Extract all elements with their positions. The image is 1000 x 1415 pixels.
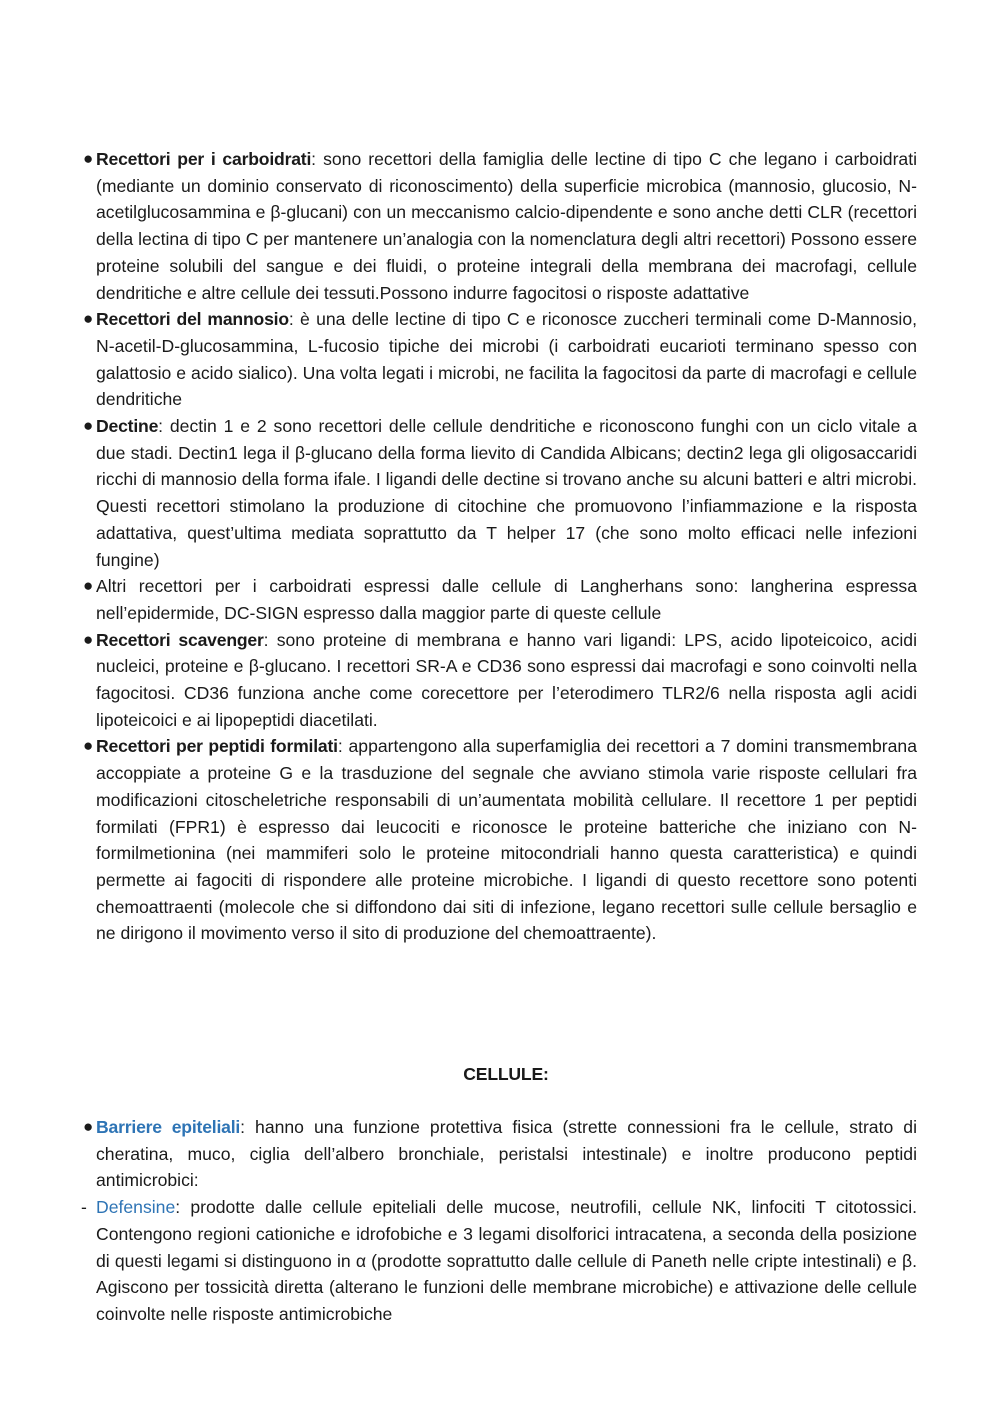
item-text: Altri recettori per i carboidrati espressi dalle cellule di Langherhans sono: langherina espressa nell’epidermide, DC-SIGN espresso dalla maggior parte di queste cellule [96, 576, 917, 623]
item-text: : dectin 1 e 2 sono recettori delle cellule dendritiche e riconoscono funghi con un ciclo vitale a due stadi. Dectin1 lega il β-glucano della forma lievito di Candida Albicans; dectin2 lega gli oligosaccaridi ricchi di mannosio della forma ifale. I ligandi delle dectine si trovano anche su alcuni batteri e altri microbi. Questi recettori stimolano la produzione di citochine che promuovono l’infiammazione e la risposta adattativa, quest’ultima mediata soprattutto da T helper 17 (che sono molto efficaci nelle infezioni fungine) [96, 416, 917, 570]
item-term: Recettori per peptidi formilati [96, 736, 338, 757]
item-text: : appartengono alla superfamiglia dei recettori a 7 domini transmembrana accoppiate a proteine G e la trasduzione del segnale che avviano stimola varie risposte cellulari fra modificazioni citoscheletriche responsabili di un’aumentata mobilità cellulare. Il recettore 1 per peptidi formilati (FPR1) è espresso dai leucociti e riconosce le proteine batteriche che iniziano con N-formilmetionina (nei mammiferi solo le proteine mitocondriali hanno questa caratteristica) e quindi permette ai fagociti di rispondere alle proteine microbiche. I ligandi di questo recettore sono potenti chemoattraenti (molecole che si diffondono dai siti di infezione, legano recettori sulle cellule bersaglio e ne dirigono il movimento verso il sito di produzione del chemoattraente). [96, 736, 917, 944]
list-item [83, 573, 917, 626]
bullet-icon: ● [83, 576, 94, 596]
item-text: : sono recettori della famiglia delle lectine di tipo C che legano i carboidrati (mediante un dominio conservato di riconoscimento) della superficie microbica (mannosio, glucosio, N-acetilglucosammina e β-glucani) con un meccanismo calcio-dipendente e sono anche detti CLR (recettori della lectina di tipo C per mantenere un’analogia con la nomenclatura degli altri recettori) Possono essere proteine solubili del sangue e dei fluidi, o proteine integrali della membrana dei macrofagi, cellule dendritiche e altre cellule dei tessuti.Possono indurre fagocitosi o risposte adattative [96, 149, 918, 303]
list-item [83, 627, 917, 734]
item-text: : prodotte dalle cellule epiteliali delle mucose, neutrofili, cellule NK, linfociti T citotossici. Contengono regioni cationiche e idrofobiche e 3 legami disolforici intracatena, a seconda della posizione di questi legami si distinguono in α (prodotte soprattutto dalle cellule di Paneth nelle cripte intestinali) e β. Agiscono per tossicità diretta (alterano le funzioni delle membrane microbiche) e attivazione delle cellule coinvolte nelle risposte antimicrobiche [96, 1197, 917, 1324]
bullet-icon: ● [83, 1117, 94, 1136]
bullet-icon: ● [83, 629, 94, 649]
section-heading: CELLULE: [463, 1064, 549, 1084]
cells-list [83, 1114, 917, 1328]
item-term: Defensine [96, 1197, 176, 1218]
bullet-icon: ● [83, 309, 94, 329]
item-text: : è una delle lectine di tipo C e riconosce zuccheri terminali come D-Mannosio, N-acetil-D-glucosammina, L-fucosio tipiche dei microbi (i carboidrati eucarioti terminano spesso con galattosio e acido sialico). Una volta legati i microbi, ne facilita la fagocitosi da parte di macrofagi e cellule dendritiche [96, 309, 917, 410]
item-text: : sono proteine di membrana e hanno vari ligandi: LPS, acido lipoteicoico, acidi nucleici, proteine e β-glucano. I recettori SR-A e CD36 sono espressi dai macrofagi e sono coinvolti nella fagocitosi. CD36 funziona anche come corecettore per l’eterodimero TLR2/6 nella risposta agli acidi lipoteicoici e ai lipopeptidi diacetilati. [96, 629, 917, 730]
bullet-icon: ● [83, 149, 94, 168]
list-item [83, 306, 917, 413]
item-term: Recettori per i carboidrati [96, 149, 312, 169]
list-item [83, 733, 917, 947]
list-item [83, 146, 917, 306]
list-item [83, 1114, 917, 1194]
list-item [83, 413, 917, 573]
list-item [83, 1194, 917, 1328]
item-term: Barriere epiteliali [96, 1117, 241, 1137]
bullet-icon: ● [83, 416, 94, 436]
receptor-list [83, 146, 917, 947]
bullet-icon: ● [83, 736, 94, 756]
dash-marker: - [81, 1197, 87, 1218]
item-term: Dectine [96, 416, 159, 437]
item-term: Recettori del mannosio [96, 309, 289, 330]
item-term: Recettori scavenger [96, 629, 264, 650]
item-text: : hanno una funzione protettiva fisica (strette connessioni fra le cellule, strato di cheratina, muco, ciglia dell’albero bronchiale, peristalsi intestinale) e inoltre producono peptidi antimicrobici: [96, 1117, 917, 1191]
